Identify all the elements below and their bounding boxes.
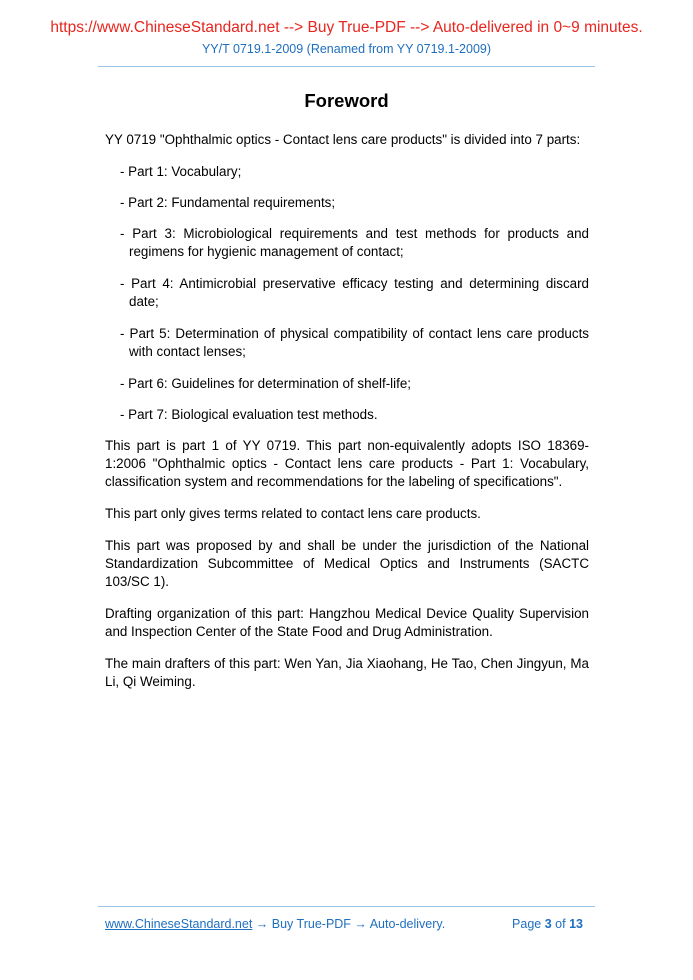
- scope-paragraph: This part only gives terms related to contact lens care products.: [105, 506, 481, 521]
- page-current: 3: [544, 917, 552, 931]
- intro-paragraph: YY 0719 "Ophthalmic optics - Contact lens care products" is divided into 7 parts:: [105, 132, 581, 147]
- promo-banner: https://www.ChineseStandard.net --> Buy True-PDF --> Auto-delivered in 0~9 minutes.: [50, 19, 643, 36]
- footer-promo-text: → Buy True-PDF → Auto-delivery.: [252, 917, 446, 931]
- page-total: 13: [569, 917, 583, 931]
- list-item: - Part 6: Guidelines for determination of shelf-life;: [120, 376, 412, 391]
- jurisdiction-paragraph: This part was proposed by and shall be under the jurisdiction of the National Standardization Subcommittee of Medical Optics and Instruments (SACTC 103/SC 1).: [105, 538, 589, 589]
- list-item: - Part 1: Vocabulary;: [120, 164, 242, 179]
- parts-list: [105, 163, 589, 424]
- drafting-organization-paragraph: Drafting organization of this part: Hangzhou Medical Device Quality Supervision and Inspection Center of the State Food and Drug Administration.: [105, 606, 589, 639]
- list-item: - Part 4: Antimicrobial preservative efficacy testing and determining discard date;: [120, 276, 589, 309]
- list-item: - Part 7: Biological evaluation test methods.: [120, 407, 378, 422]
- list-item: - Part 2: Fundamental requirements;: [120, 195, 336, 210]
- header-divider: [98, 66, 595, 67]
- drafters-paragraph: The main drafters of this part: Wen Yan, Jia Xiaohang, He Tao, Chen Jingyun, Ma Li, Qi Weiming.: [105, 656, 589, 689]
- page-title: Foreword: [304, 90, 389, 111]
- page-of-label: of: [555, 917, 566, 931]
- list-item: - Part 5: Determination of physical compatibility of contact lens care products with contact lenses;: [120, 326, 589, 359]
- footer-divider: [98, 906, 595, 907]
- footer-site-link[interactable]: www.ChineseStandard.net: [105, 917, 253, 931]
- page-label: Page: [512, 917, 542, 931]
- adoption-paragraph: This part is part 1 of YY 0719. This part non-equivalently adopts ISO 18369-1:2006 "Ophthalmic optics - Contact lens care products - Part 1: Vocabulary, classification system and recommendations for the labeling of specifications".: [105, 438, 589, 489]
- page-indicator: [512, 917, 583, 931]
- document-body: [105, 131, 589, 705]
- footer-promo: [105, 917, 445, 931]
- list-item: - Part 3: Microbiological requirements and test methods for products and regimens for hygienic management of contact;: [120, 226, 589, 259]
- document-code-heading: YY/T 0719.1-2009 (Renamed from YY 0719.1-2009): [201, 42, 492, 56]
